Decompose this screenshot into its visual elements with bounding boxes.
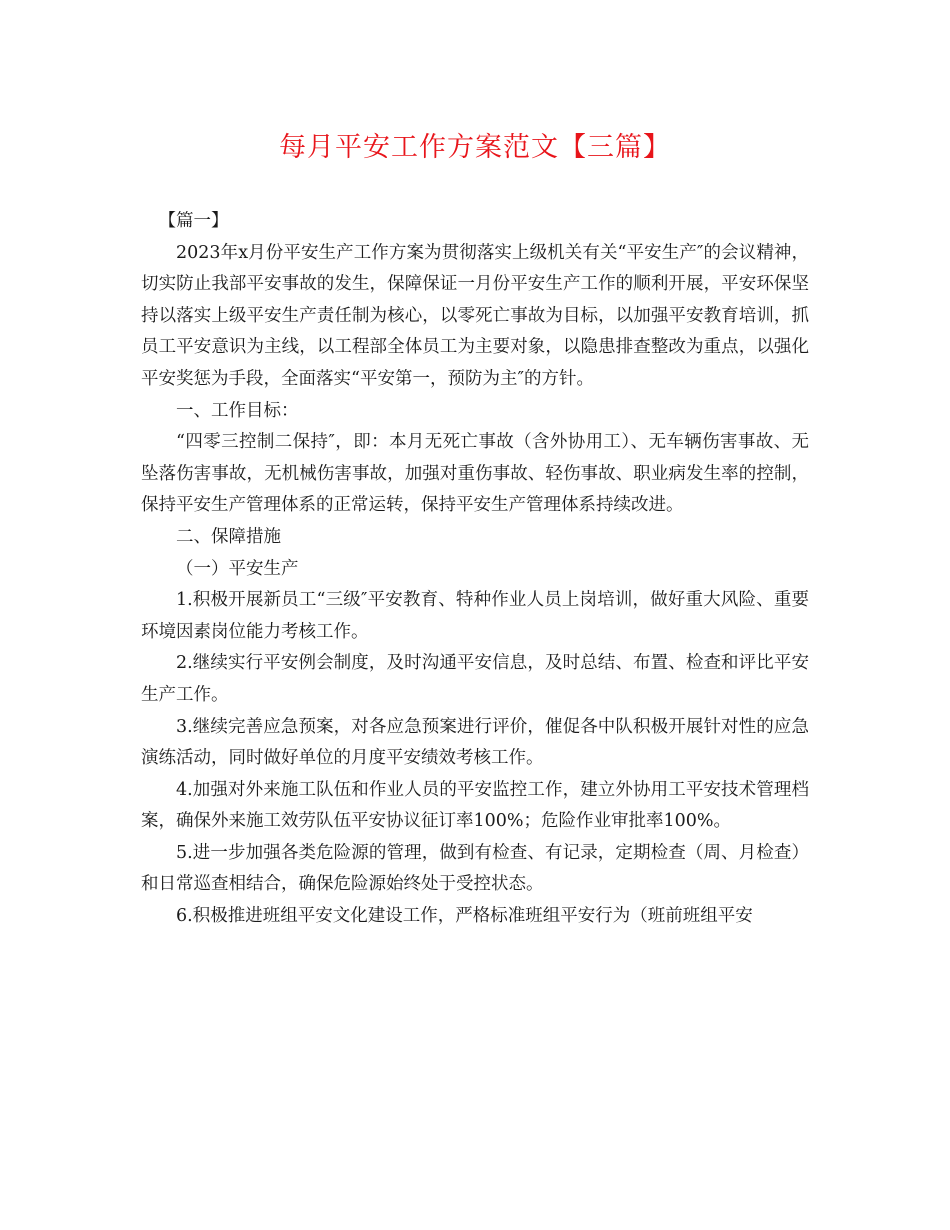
list-item: 1.积极开展新员工“三级″平安教育、特种作业人员上岗培训，做好重大风险、重要环境因素岗位能力考核工作。 (141, 590, 809, 642)
heading-goal: 一、工作目标： (176, 400, 299, 421)
list-item: 6.积极推进班组平安文化建设工作，严格标准班组平安行为（班前班组平安 (176, 906, 753, 927)
heading-measures: 二、保障措施 (176, 526, 281, 547)
list-item: 2.继续实行平安例会制度，及时沟通平安信息，及时总结、布置、检查和评比平安生产工作。 (141, 653, 809, 705)
document-body (141, 206, 809, 933)
goal-paragraph: “四零三控制二保持″，即：本月无死亡事故（含外协用工）、无车辆伤害事故、无坠落伤害事故，无机械伤害事故，加强对重伤事故、轻伤事故、职业病发生率的控制，保持平安生产管理体系的正常运转，保持平安生产管理体系持续改进。 (141, 432, 809, 516)
list-item: 3.继续完善应急预案，对各应急预案进行评价，催促各中队积极开展针对性的应急演练活动，同时做好单位的月度平安绩效考核工作。 (141, 716, 809, 769)
intro-paragraph: 2023年x月份平安生产工作方案为贯彻落实上级机关有关“平安生产″的会议精神，切实防止我部平安事故的发生，保障保证一月份平安生产工作的顺利开展，平安环保坚持以落实上级平安生产责任制为核心，以零死亡事故为目标，以加强平安教育培训，抓员工平安意识为主线，以工程部全体员工为主要对象，以隐患排查整改为重点，以强化平安奖惩为手段，全面落实“平安第一，预防为主″的方针。 (141, 242, 809, 389)
list-item: 5.进一步加强各类危险源的管理，做到有检查、有记录，定期检查（周、月检查）和日常巡查相结合，确保危险源始终处于受控状态。 (141, 842, 809, 895)
subheading-safety: （一）平安生产 (176, 558, 299, 579)
list-item: 4.加强对外来施工队伍和作业人员的平安监控工作，建立外协用工平安技术管理档案，确保外来施工效劳队伍平安协议征订率100%；危险作业审批率100%。 (141, 779, 809, 832)
section-tag: 【篇一】 (158, 211, 229, 231)
document-title: 每月平安工作方案范文【三篇】 (279, 132, 671, 163)
